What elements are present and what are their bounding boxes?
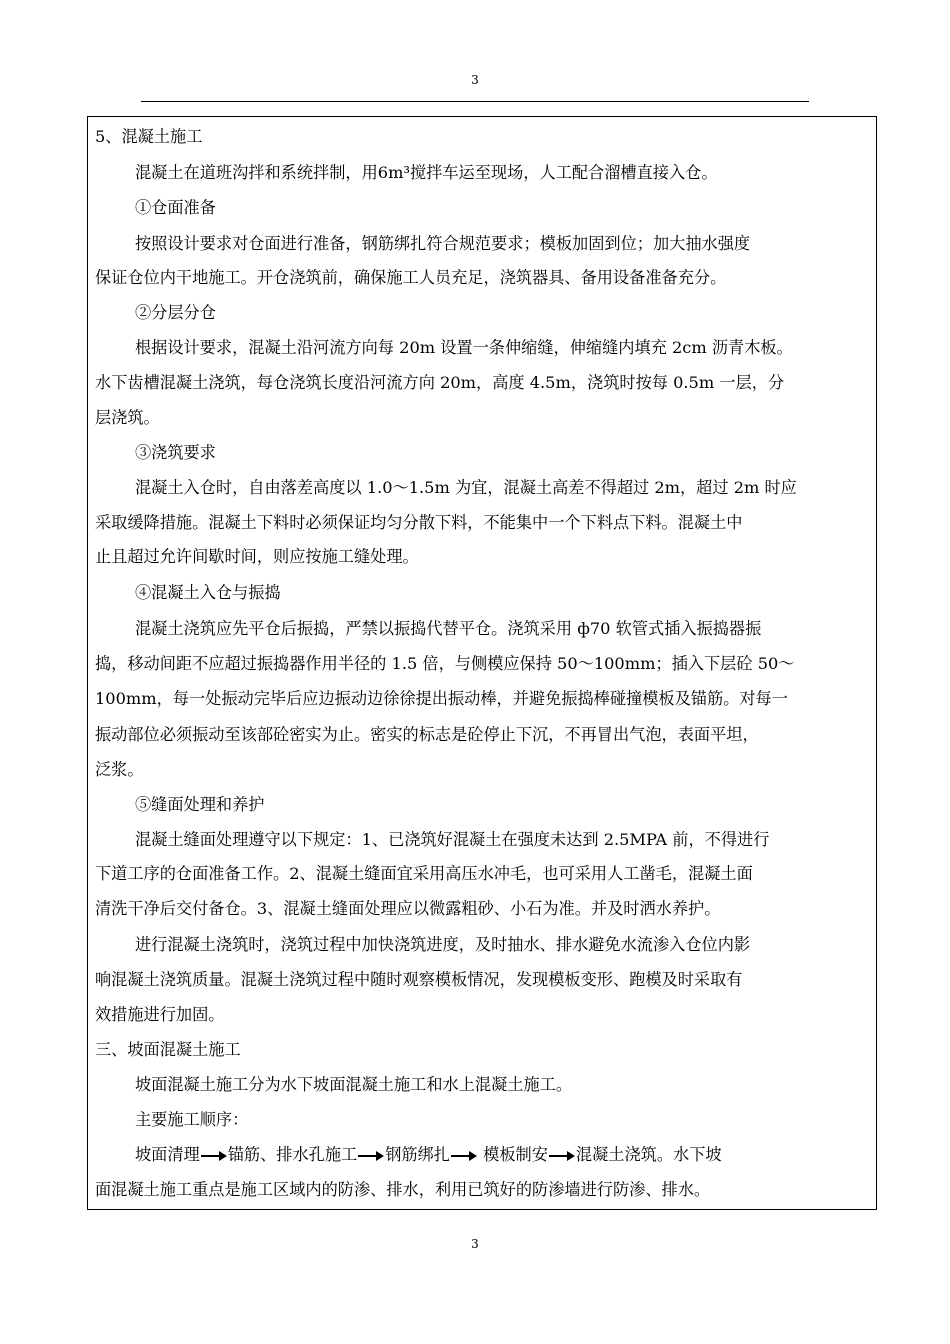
paragraph-line: 按照设计要求对仓面进行准备，钢筋绑扎符合规范要求；模板加固到位；加大抽水强度 [135,234,751,253]
paragraph-line: 振动部位必须振动至该部砼密实为止。密实的标志是砼停止下沉，不再冒出气泡，表面平坦， [95,725,759,744]
paragraph-line: 混凝土入仓时，自由落差高度以 1.0～1.5m 为宜，混凝土高差不得超过 2m，超过 2m 时应 [135,478,797,497]
paragraph-line: 保证仓位内干地施工。开仓浇筑前，确保施工人员充足，浇筑器具、备用设备准备充分。 [95,268,727,287]
subheading-pouring: ③浇筑要求 [135,443,216,462]
paragraph-line: 清洗干净后交付备仓。3、混凝土缝面处理应以微露粗砂、小石为准。并及时洒水养护。 [95,899,721,918]
construction-sequence [135,1145,722,1165]
sequence-step-cleanup: 坡面清理 [135,1145,200,1164]
paragraph-line: 采取缓降措施。混凝土下料时必须保证均匀分散下料，不能集中一个下料点下料。混凝土中 [95,513,743,532]
paragraph-line: 坡面混凝土施工分为水下坡面混凝土施工和水上混凝土施工。 [135,1075,573,1094]
right-arrow-icon [201,1151,227,1161]
right-arrow-icon [358,1151,384,1161]
paragraph-line: 水下齿槽混凝土浇筑，每仓浇筑长度沿河流方向 20m，高度 4.5m，浇筑时按每 0.5m 一层，分 [95,373,785,392]
paragraph-line: 效措施进行加固。 [95,1005,225,1024]
right-arrow-icon [549,1151,575,1161]
paragraph-line: 混凝土在道班沟拌和系统拌制，用6m³搅拌车运至现场，人工配合溜槽直接入仓。 [135,163,718,182]
sequence-step-rebar: 钢筋绑扎 [385,1145,450,1164]
subheading-vibration: ④混凝土入仓与振捣 [135,583,281,602]
header-rule [141,101,809,102]
paragraph-line: 下道工序的仓面准备工作。2、混凝土缝面宜采用高压水冲毛，也可采用人工凿毛，混凝土面 [95,864,753,883]
subheading-sequence: 主要施工顺序： [135,1110,249,1129]
paragraph-line: 泛浆。 [95,760,144,779]
paragraph-line: 进行混凝土浇筑时，浇筑过程中加快浇筑进度，及时抽水、排水避免水流渗入仓位内影 [135,935,751,954]
paragraph-line: 面混凝土施工重点是施工区域内的防渗、排水，利用已筑好的防渗墙进行防渗、排水。 [95,1180,711,1199]
page-number-bottom: 3 [471,1237,479,1251]
section-heading-concrete: 5、混凝土施工 [95,127,203,146]
subheading-surface-prep: ①仓面准备 [135,198,216,217]
paragraph-line: 混凝土缝面处理遵守以下规定：1、已浇筑好混凝土在强度未达到 2.5MPA 前，不得进行 [135,830,770,849]
subheading-joint-curing: ⑤缝面处理和养护 [135,795,265,814]
paragraph-line: 捣，移动间距不应超过振捣器作用半径的 1.5 倍，与侧模应保持 50～100mm；插入下层砼 50～ [95,654,795,673]
sequence-step-formwork: 模板制安 [483,1145,548,1164]
paragraph-line: 响混凝土浇筑质量。混凝土浇筑过程中随时观察模板情况，发现模板变形、跑模及时采取有 [95,970,743,989]
page-number-top: 3 [471,73,479,87]
paragraph-line: 层浇筑。 [95,408,160,427]
subheading-layering: ②分层分仓 [135,303,216,322]
paragraph-line: 止且超过允许间歇时间，则应按施工缝处理。 [95,547,419,566]
paragraph-line: 100mm，每一处振动完毕后应边振动边徐徐提出振动棒，并避免振捣棒碰撞模板及锚筋。对每一 [95,689,788,708]
right-arrow-icon [451,1151,477,1161]
paragraph-line: 根据设计要求，混凝土沿河流方向每 20m 设置一条伸缩缝，伸缩缝内填充 2cm 沥青木板。 [135,338,793,357]
sequence-step-anchor: 锚筋、排水孔施工 [227,1145,358,1164]
section-heading-slope: 三、坡面混凝土施工 [95,1040,241,1059]
paragraph-line: 混凝土浇筑应先平仓后振捣，严禁以振捣代替平仓。浇筑采用 ф70 软管式插入振捣器振 [135,619,762,638]
sequence-step-pouring: 混凝土浇筑。水下坡 [575,1145,722,1164]
